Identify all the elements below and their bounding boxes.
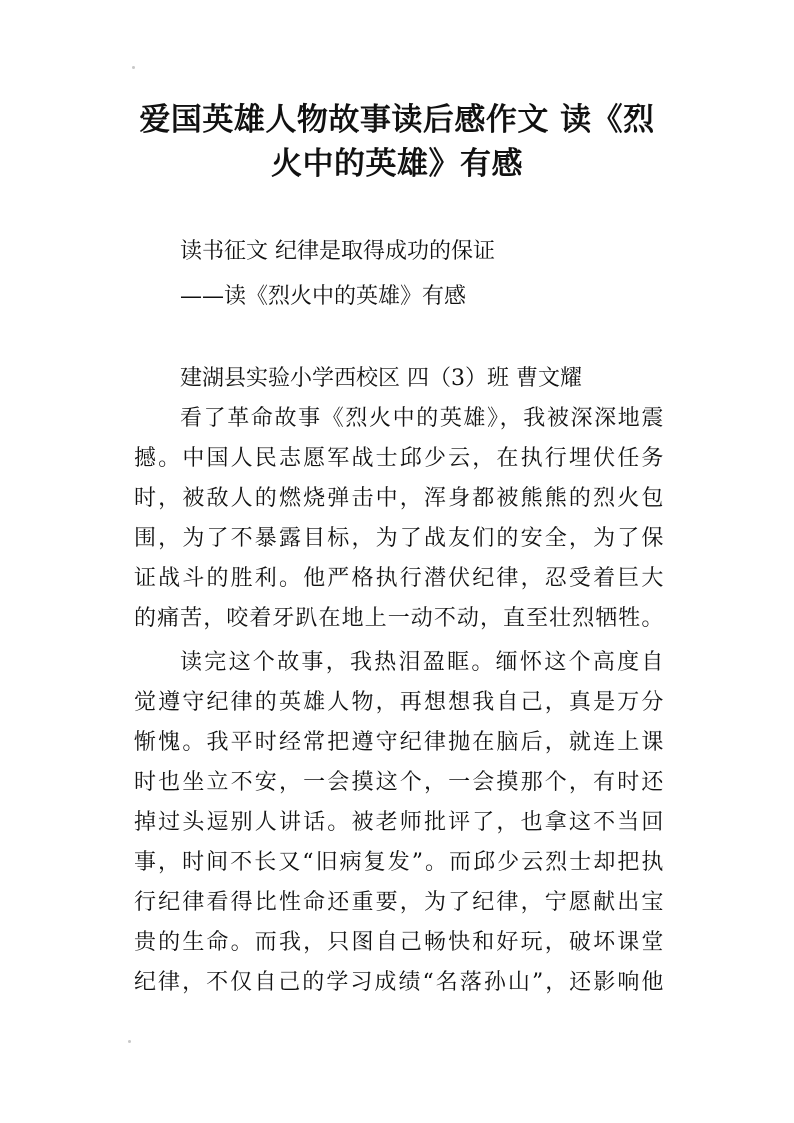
paragraph-line: 掉过头逗别人讲话。被老师批评了，也拿这不当回 (134, 810, 664, 835)
document-title (100, 98, 694, 186)
author-line: 建湖县实验小学西校区 四（3）班 曹文耀 (180, 366, 582, 391)
paragraph-line: 贵的生命。而我，只图自己畅快和好玩，破坏课堂 (134, 930, 664, 955)
corner-mark-bottom (128, 1040, 131, 1043)
paragraph-line: 撼。中国人民志愿军战士邱少云，在执行埋伏任务 (134, 446, 664, 471)
paragraph-line: 的痛苦，咬着牙趴在地上一动不动，直至壮烈牺牲。 (134, 606, 664, 631)
subtitle-line-2: ——读《烈火中的英雄》有感 (180, 284, 467, 309)
paragraph-line: 行纪律看得比性命还重要，为了纪律，宁愿献出宝 (134, 890, 664, 915)
corner-mark-top (132, 66, 135, 69)
paragraph-line: 读完这个故事，我热泪盈眶。缅怀这个高度自 (180, 650, 664, 675)
paragraph-line: 事，时间不长又“旧病复发”。而邱少云烈士却把执 (134, 850, 664, 875)
paragraph-line: 看了革命故事《烈火中的英雄》，我被深深地震 (180, 406, 664, 431)
subtitle-line-1: 读书征文 纪律是取得成功的保证 (180, 239, 495, 264)
paragraph-line: 时也坐立不安，一会摸这个，一会摸那个，有时还 (134, 770, 664, 795)
title-line-1: 爱国英雄人物故事读后感作文 读《烈 (139, 102, 655, 138)
paragraph-line: 证战斗的胜利。他严格执行潜伏纪律，忍受着巨大 (134, 566, 664, 591)
paragraph-line: 觉遵守纪律的英雄人物，再想想我自己，真是万分 (134, 690, 664, 715)
paragraph-line: 纪律，不仅自己的学习成绩“名落孙山”，还影响他 (134, 970, 664, 995)
title-line-2: 火中的英雄》有感 (271, 146, 523, 182)
paragraph-line: 围，为了不暴露目标，为了战友们的安全，为了保 (134, 526, 664, 551)
paragraph-line: 时，被敌人的燃烧弹击中，浑身都被熊熊的烈火包 (134, 486, 664, 511)
paragraph-line: 惭愧。我平时经常把遵守纪律抛在脑后，就连上课 (134, 730, 664, 755)
